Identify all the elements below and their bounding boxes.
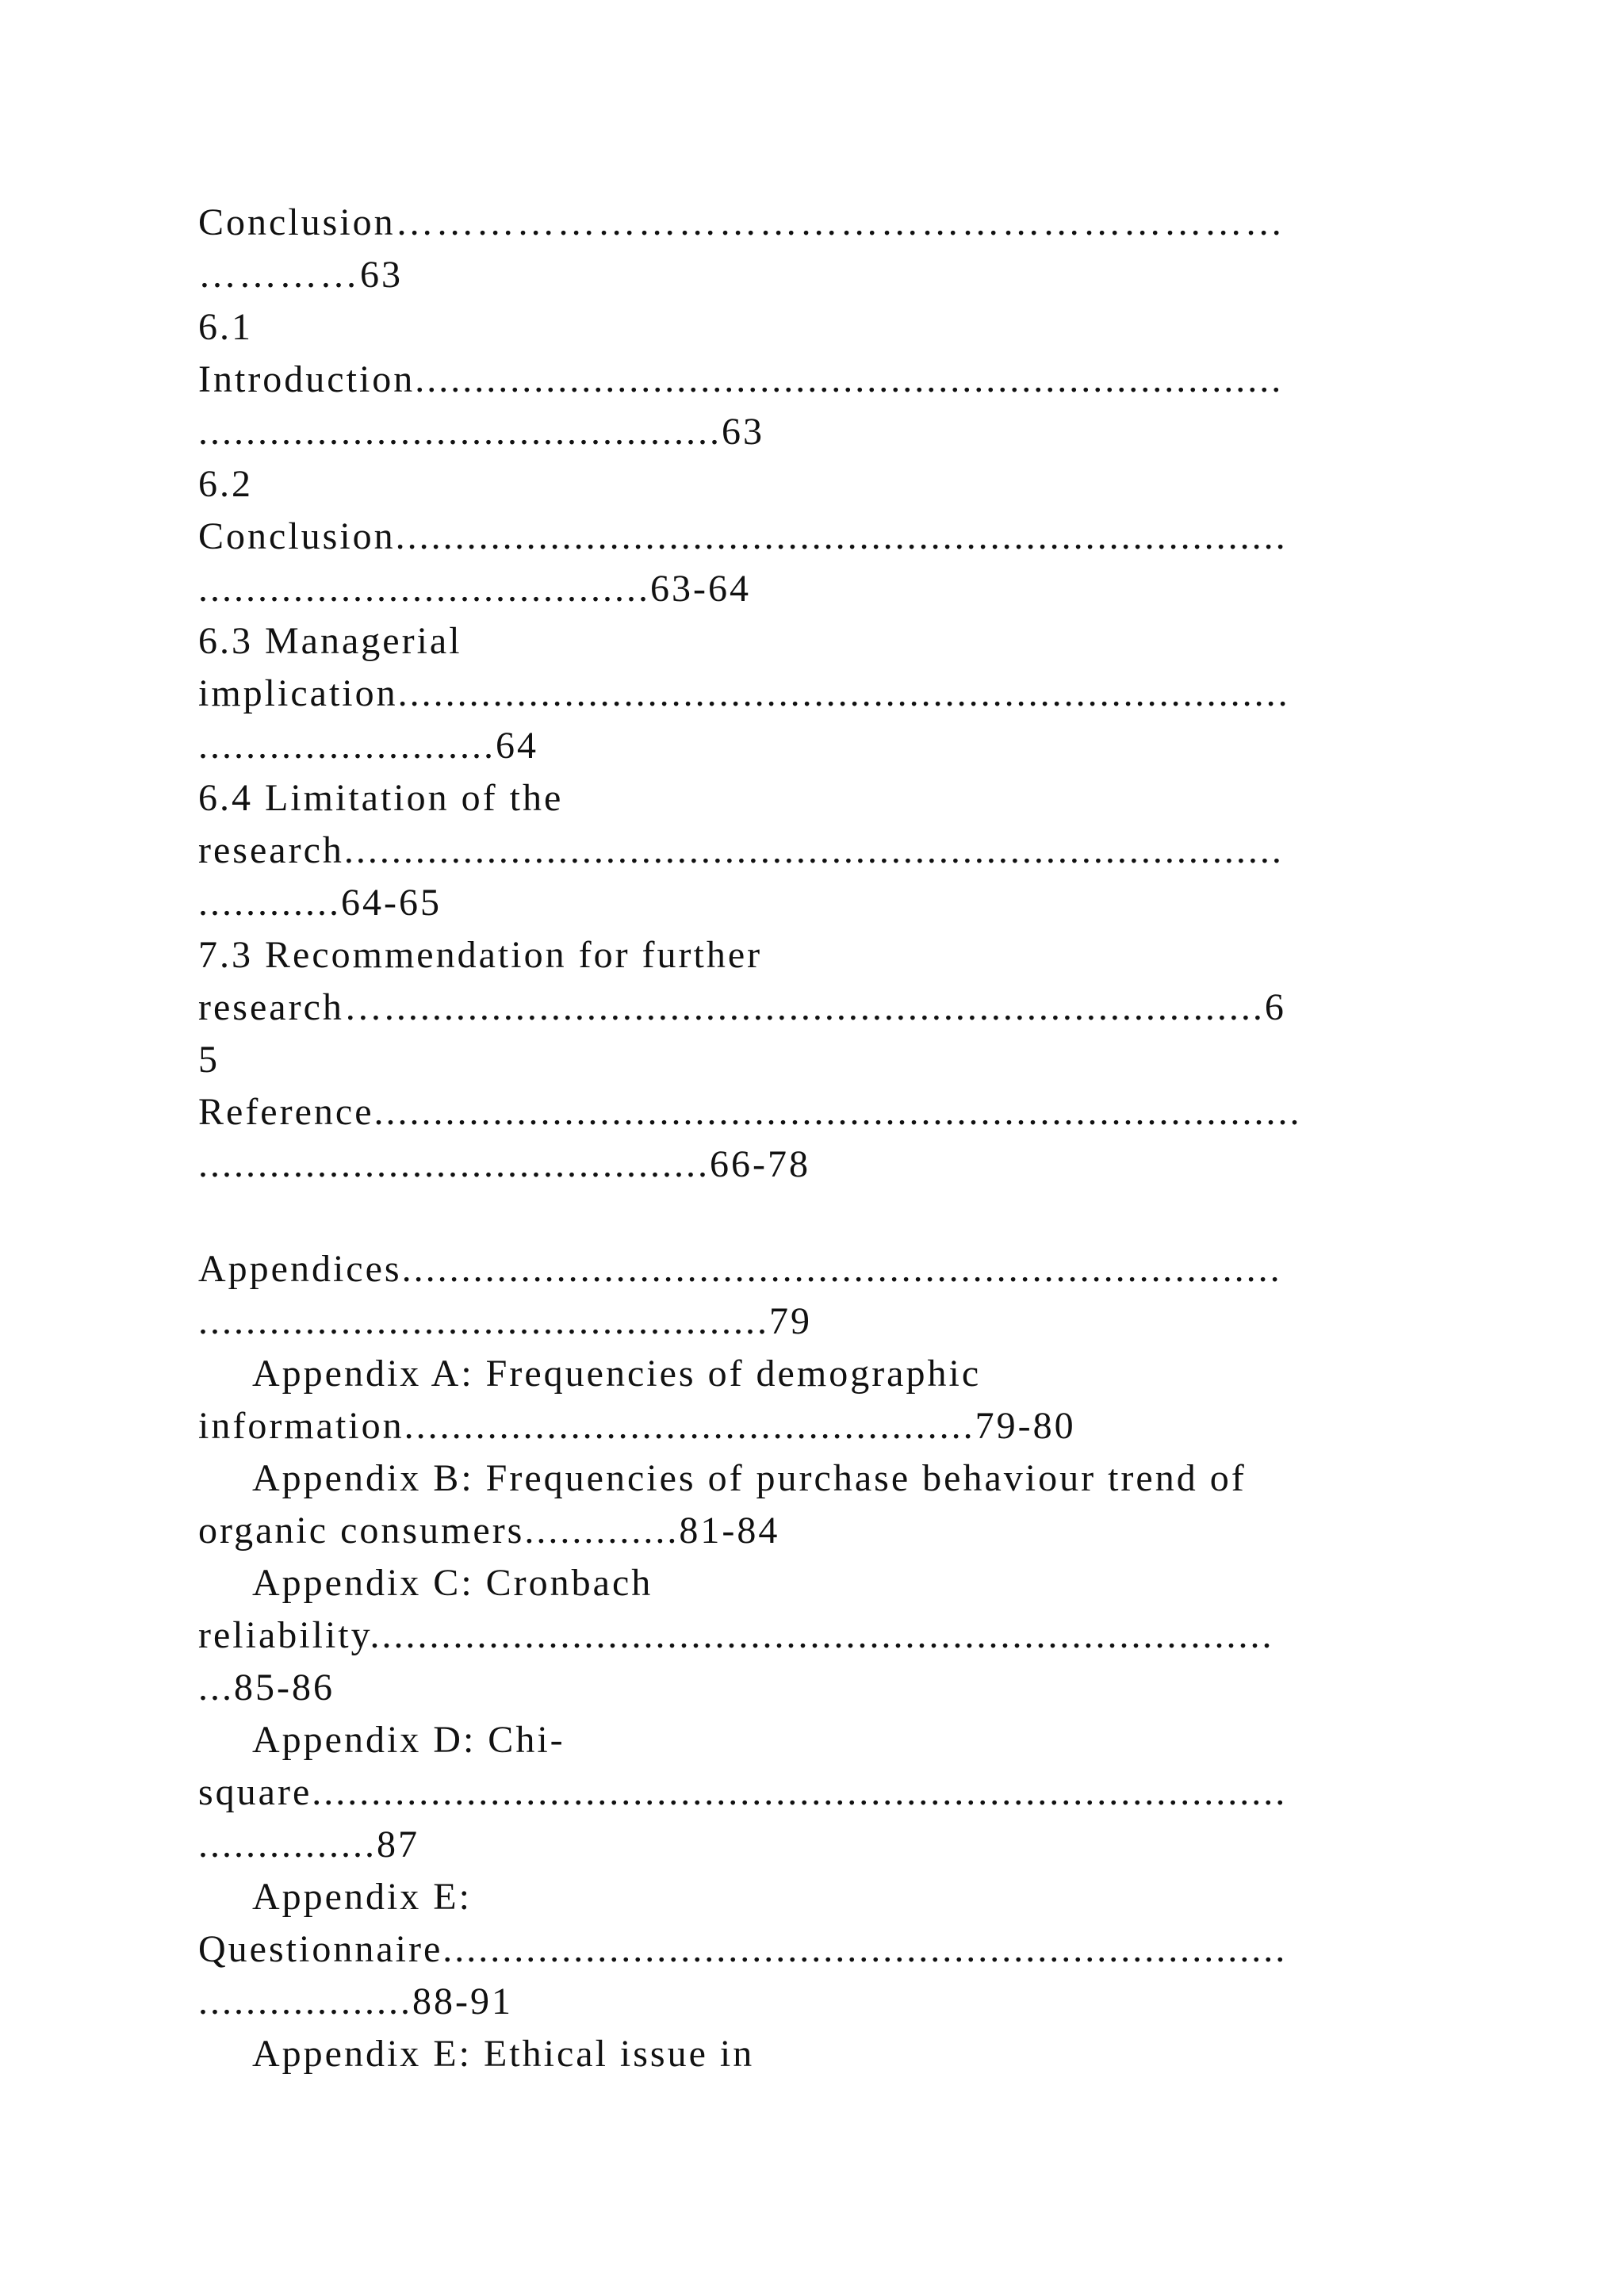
toc-line-appendix-e: Appendix E: bbox=[252, 1876, 472, 1918]
toc-line-appendix-d-square: square.................................................................................. bbox=[198, 1771, 1288, 1813]
toc-line-7-3-page: 5 bbox=[198, 1039, 220, 1081]
toc-line-6-4-page: ............64-65 bbox=[198, 882, 442, 924]
toc-line-implication: implication........................................................................... bbox=[198, 672, 1290, 714]
toc-line-conclusion-page: …………63 bbox=[198, 254, 403, 296]
toc-line-appendices-page: ................................................79 bbox=[198, 1300, 812, 1342]
toc-line-appendix-c-reliability: reliability............................................................................ bbox=[198, 1614, 1274, 1656]
toc-line-introduction-page: ............................................63 bbox=[198, 411, 764, 453]
toc-line-appendix-b: Appendix B: Frequencies of purchase behaviour trend of bbox=[252, 1457, 1247, 1499]
toc-line-6-4-heading: 6.4 Limitation of the bbox=[198, 777, 564, 819]
toc-line-7-3-research: research…..........................................................................6 bbox=[198, 986, 1286, 1028]
toc-line-6-2-page: ......................................63-64 bbox=[198, 568, 751, 610]
toc-line-7-3-heading: 7.3 Recommendation for further bbox=[198, 934, 763, 976]
toc-line-6-3-heading: 6.3 Managerial bbox=[198, 620, 462, 662]
toc-line-reference: Reference.............................................................................. bbox=[198, 1091, 1302, 1133]
toc-line-appendix-a-page: information................................................79-80 bbox=[198, 1405, 1076, 1447]
toc-line-appendix-e-page: ..................88-91 bbox=[198, 1980, 513, 2022]
toc-line-appendix-c: Appendix C: Cronbach bbox=[252, 1562, 653, 1604]
toc-line-reference-page: ...........................................66-78 bbox=[198, 1143, 810, 1185]
toc-line-appendix-c-page: ...85-86 bbox=[198, 1667, 335, 1709]
toc-line-6-2-number: 6.2 bbox=[198, 463, 253, 505]
toc-line-6-3-page: .........................64 bbox=[198, 725, 538, 767]
toc-line-6-1-number: 6.1 bbox=[198, 306, 253, 348]
toc-line-appendices: Appendices.......................................................................... bbox=[198, 1248, 1282, 1290]
toc-line-introduction: Introduction......................................................................... bbox=[198, 358, 1284, 400]
toc-line-appendix-b-page: organic consumers.............81-84 bbox=[198, 1510, 780, 1552]
toc-line-appendix-e-questionnaire: Questionnaire....................................................................... bbox=[198, 1928, 1288, 1970]
toc-line-conclusion: Conclusion………………………………………………………… bbox=[198, 201, 1285, 243]
toc-line-appendix-d: Appendix D: Chi- bbox=[252, 1719, 565, 1761]
toc-blank-line bbox=[198, 1191, 1451, 1243]
table-of-contents bbox=[198, 197, 1451, 2080]
toc-line-appendix-a: Appendix A: Frequencies of demographic bbox=[252, 1353, 982, 1395]
toc-line-6-4-research: research............................................................................... bbox=[198, 829, 1284, 871]
toc-line-appendix-e-ethical: Appendix E: Ethical issue in bbox=[252, 2033, 755, 2075]
toc-line-6-2-conclusion: Conclusion........................................................................... bbox=[198, 515, 1288, 557]
toc-line-appendix-d-page: ...............87 bbox=[198, 1823, 419, 1866]
